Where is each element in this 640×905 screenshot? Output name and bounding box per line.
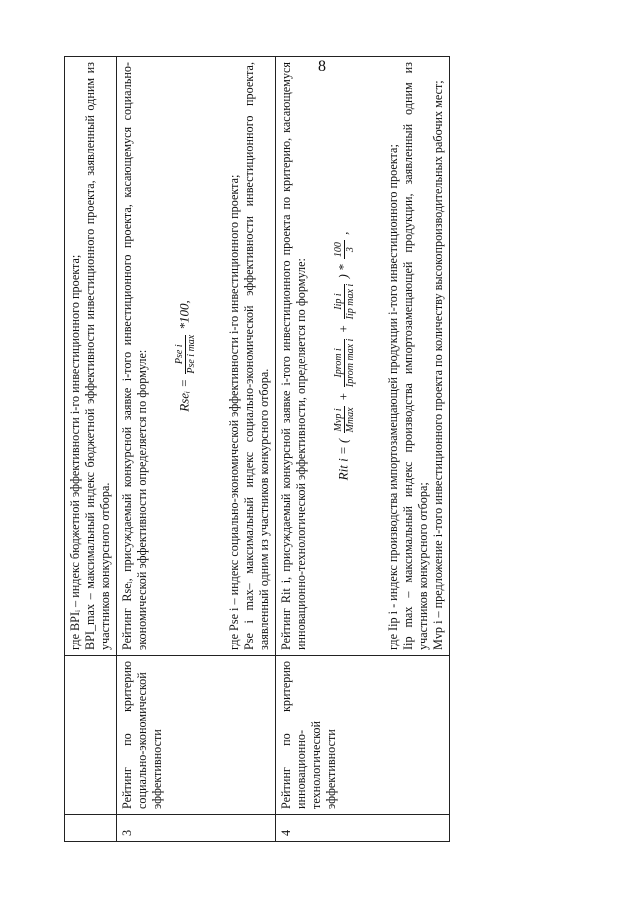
fraction-numerator: Iprom i (333, 339, 345, 388)
row-number (65, 815, 117, 842)
formula-end: , (335, 231, 351, 235)
fraction (333, 284, 356, 320)
page-number: 8 (318, 58, 326, 75)
table-row (117, 57, 276, 842)
formula-lhs: Rit i = ( (335, 438, 351, 481)
text-line: Mvp i – предложение i-того инвестиционного проекта по количеству высокопроизводительных рабочих мест; (431, 80, 445, 650)
fraction-numerator: Pse i (174, 335, 186, 374)
table-row (65, 57, 117, 842)
fraction-denominator: 3 (345, 247, 356, 253)
criterion-cell: Рейтинг по критерию инновационно-технологической эффективности (276, 656, 450, 815)
intro-text: Рейтинг Rseᵢ, присуждаемый конкурсной заявке i-того инвестиционного проекта, касающемуся социально-экономической эффективности определяется по формуле: (120, 62, 149, 650)
fraction-denominator: Mmax (345, 407, 356, 433)
text-line: где Pse i – индекс социально-экономической эффективности i-го инвестиционного проекта; (227, 174, 241, 650)
fraction (333, 240, 356, 259)
text-line: BPI_max – максимальный индекс бюджетной эффективности инвестиционного проекта, заявленный одним из участников конкурсного отбора. (83, 62, 112, 650)
fraction-denominator: Iprom max i (345, 338, 356, 388)
formula (174, 62, 197, 650)
fraction-denominator: Iip max i (345, 283, 356, 320)
formula-rhs: *100, (176, 300, 192, 330)
rotated-document-table (64, 56, 576, 842)
fraction-denominator: Pse i max (186, 334, 197, 374)
text-line: Pse i max– максимальный индекс социально-экономической эффективности инвестиционного проекта, заявленный одним из участников конкурсного отбора. (242, 62, 271, 650)
fraction-numerator: 100 (333, 242, 344, 258)
formula-close: ) * (335, 264, 351, 279)
criteria-table (64, 56, 450, 842)
description-cell (65, 57, 117, 656)
criterion-cell (65, 656, 117, 815)
description-cell (276, 57, 450, 656)
fraction (174, 335, 197, 374)
fraction-numerator: Iip i (333, 284, 345, 320)
criterion-cell: Рейтинг по критерию социально-экономической эффективности (117, 656, 276, 815)
fraction (333, 339, 356, 388)
fraction (333, 406, 356, 433)
row-number: 3 (117, 815, 276, 842)
text-line: где Iip i - индекс производства импортозамещающей продукции i-того инвестиционного проекта; (386, 144, 400, 650)
text-line: Iip max – максимальный индекс производства импортозамещающей продукции, заявленный одним из участников конкурсного отбора; (401, 62, 430, 650)
row-number: 4 (276, 815, 450, 842)
formula: Rit i = ( Mvp i Mmax + Iprom i Iprom max i + Iip i Iip max i ) * 100 3 , (333, 231, 356, 481)
description-cell (117, 57, 276, 656)
fraction-numerator: Mvp i (333, 408, 344, 432)
table-row (276, 57, 450, 842)
intro-text: Рейтинг Rit i, присуждаемый конкурсной заявке i-того инвестиционного проекта по критерию, касающемуся инновационно-технологической эффективности, определяется по формуле: (279, 62, 308, 650)
text-line: где BPIᵢ – индекс бюджетной эффективности i-го инвестиционного проекта; (68, 254, 82, 650)
formula-lhs: Rseᵢ = (176, 378, 192, 412)
